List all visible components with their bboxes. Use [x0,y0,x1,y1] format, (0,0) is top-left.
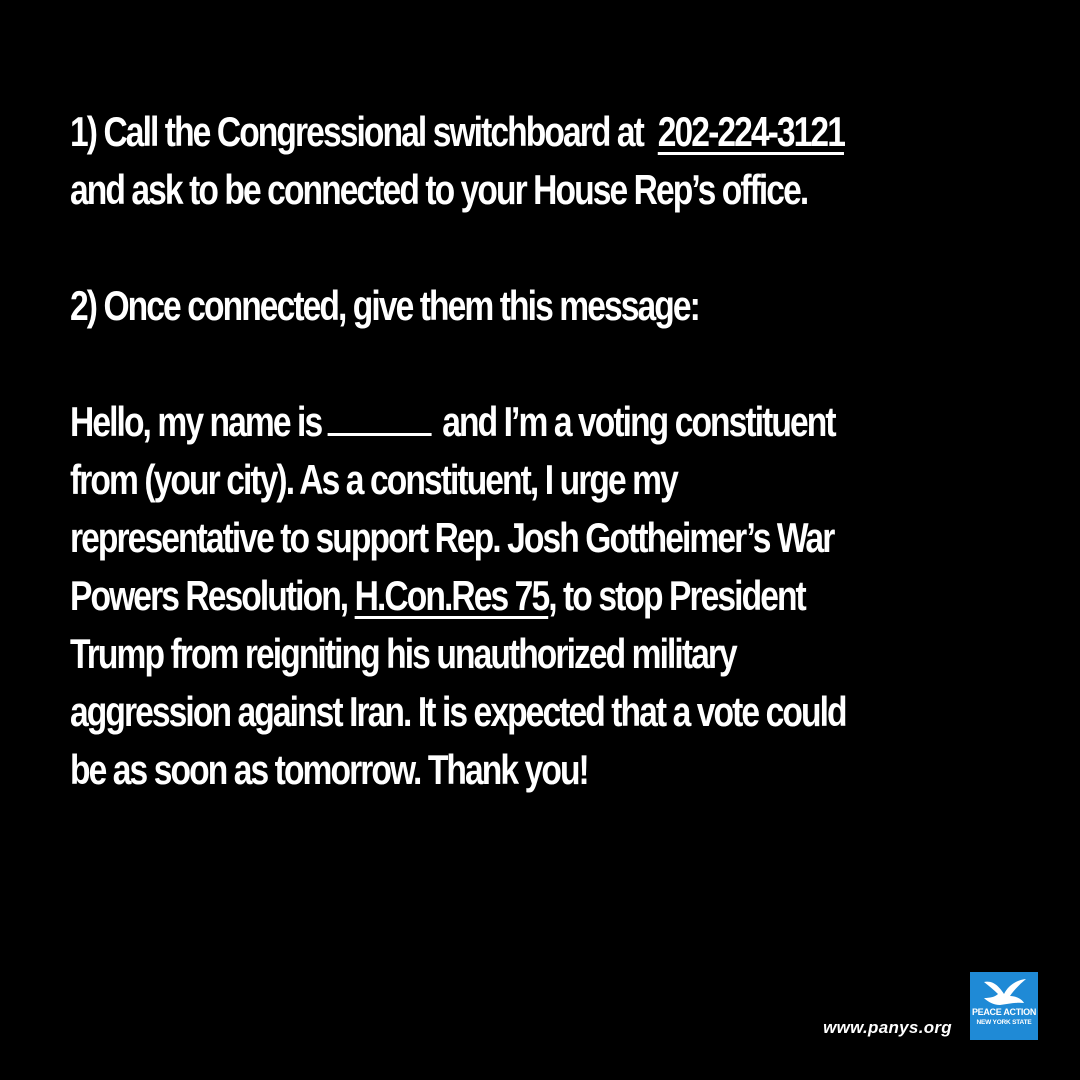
message-greeting-cont: and I’m a voting constituent [442,398,835,445]
message-greeting: Hello, my name is [70,398,322,445]
name-blank [328,397,432,436]
message-line3: representative to support Rep. Josh Gottheimer’s War [70,514,834,561]
call-script [70,103,846,799]
message-line4 [70,567,838,625]
message-line2: from (your city). As a constituent, I urge my [70,456,677,503]
logo-line2: NEW YORK STATE [976,1019,1032,1026]
dove-icon [970,972,1038,1040]
message-text: Powers Resolution, [70,572,348,619]
message-line1 [70,393,838,451]
logo-line1: PEACE ACTION [971,1007,1037,1017]
peace-action-logo [970,972,1038,1040]
step1-line2: and ask to be connected to your House Rep’s office. [70,166,808,213]
message-line5: Trump from reigniting his unauthorized military [70,630,736,677]
step1-text: 1) Call the Congressional switchboard at [70,108,643,155]
website-link[interactable]: www.panys.org [823,1018,952,1037]
step2-line: 2) Once connected, give them this message: [70,282,699,329]
message-line7: be as soon as tomorrow. Thank you! [70,746,588,793]
message-text-cont: , to stop President [548,572,805,619]
message-line6: aggression against Iran. It is expected that a vote could [70,688,846,735]
step1-line1 [70,103,844,161]
switchboard-phone-link[interactable]: 202-224-3121 [657,108,844,155]
bill-link[interactable]: H.Con.Res 75 [354,572,549,619]
